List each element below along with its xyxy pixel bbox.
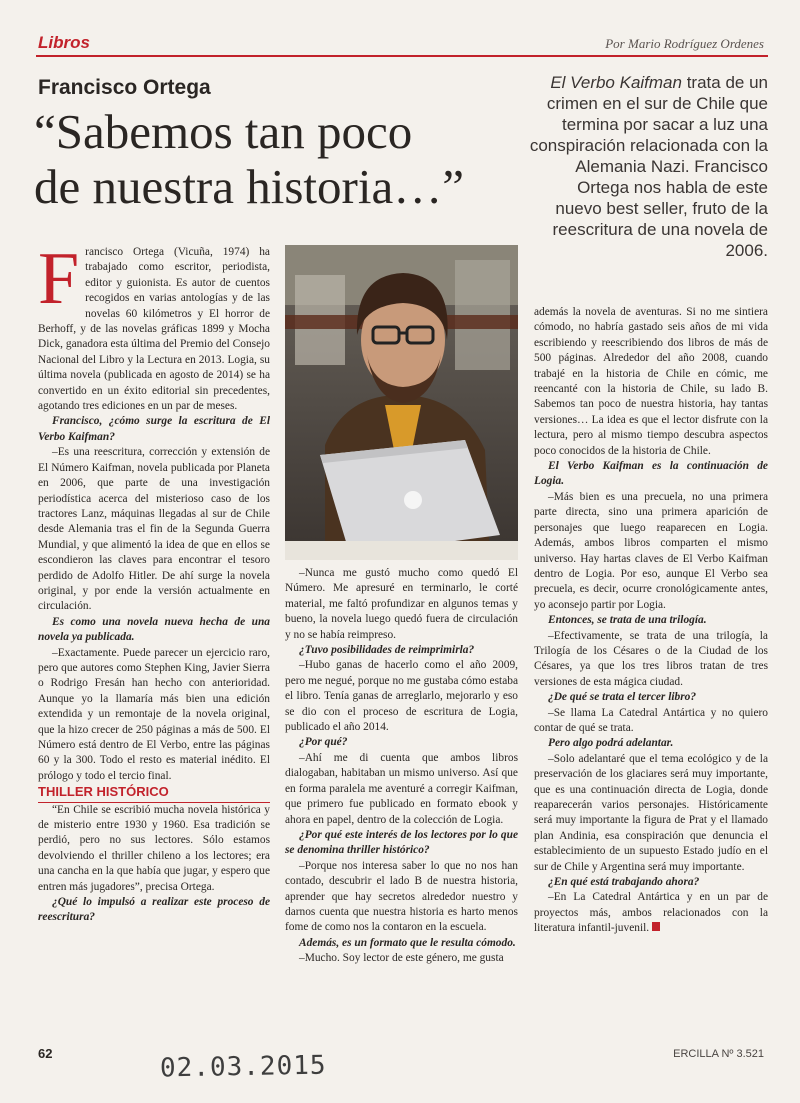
answer: –Solo adelantaré que el tema ecológico y de la preservación de los glaciares será muy importante, que es una continuación directa de Logia, donde reaparecerán varios personajes. Históricamente será muy importante la figura de Prat y el llamado plan Andinia, esa conspiración que denuncia el establecimiento de un supuesto Estado judío en el sur de Chile y Argentina será muy importante.: [534, 752, 768, 873]
answer: –Más bien es una precuela, no una primera parte directa, sino una primera aparición de personajes que luego reaparecen en Logia. Además, ambos libros comparten el mismo universo. Hay hartas claves de El Verbo Kaifman dentro de Logia. Por eso, aunque El Verbo sea precuela, es decir, ocurre cronológicamente antes, yo aconsejo partir por Logia.: [534, 490, 768, 611]
answer: además la novela de aventuras. Si no me sintiera cómodo, no habría gastado seis años de mi vida escribiendo y reescribiendo dos libros de más de 500 páginas. Alrededor del año 2008, cuando trabajé en la historia de Chile en cómic, me reencanté con la historia de Chile, su lado B. Sabemos tan poco de nuestra historia, hay tantas versiones… La idea es que el lector disfrute con la lectura, pero al mismo tiempo descubra aspectos poco conocidos de la historia de Chile.: [534, 306, 768, 457]
headline-line-2: de nuestra historia…”: [34, 159, 464, 214]
headline-line-1: “Sabemos tan poco: [34, 104, 413, 159]
question: Francisco, ¿cómo surge la escritura de El Verbo Kaifman?: [38, 415, 270, 443]
question: ¿Por qué este interés de los lectores por lo que se denomina thriller histórico?: [285, 828, 518, 857]
author-photo: [285, 245, 518, 560]
answer: [534, 890, 768, 936]
question: ¿En qué está trabajando ahora?: [548, 876, 700, 889]
intro-text: rancisco Ortega (Vicuña, 1974) ha trabajado como escritor, periodista, editor y guionista. Es autor de cuentos recogidos en varias antologías y de las novelas 60 kilómetros y El horror de Berhoff, y de las novelas gráficas 1899 y Mocha Dick, ganadora esta última del Premio del Consejo Nacional del Libro y la Lectura en 2013. Logia, su última novela (publicada en agosto de 2014) se ha convertido en un éxito editorial sin precedentes, agotando tres ediciones en un par de meses.: [38, 246, 270, 413]
answer: –Exactamente. Puede parecer un ejercicio raro, pero que autores como Stephen King, Javier Sierra o Rodrigo Fresán han hecho con anterioridad. Aunque yo la llamaría más bien una edición extendida y un remontaje de la novela original, que la hizo crecer de 250 páginas a más de 500. El Número está dentro de El Verbo, entre las páginas 60 y la 300. Todo el resto es material inédito. El prólogo y todo el tercio final.: [38, 646, 270, 782]
header-rule: [36, 55, 768, 57]
deck-text: trata de un crimen en el sur de Chile que termina por sacar a luz una conspiración relacionada con la Alemania Nazi. Francisco Ortega nos habla de este nuevo best seller, fruto de la reescritura de una novela de 2006.: [529, 73, 768, 260]
deck: [528, 72, 768, 261]
question: Entonces, se trata de una trilogía.: [548, 614, 707, 627]
byline: Por Mario Rodríguez Ordenes: [605, 36, 764, 51]
column-2: [285, 566, 518, 967]
section-label: Libros: [38, 33, 90, 52]
answer: –Ahí me di cuenta que ambos libros dialogaban, habitaban un mismo universo. Así que en forma paralela me aventuré a corregir Kaifman, que primero fue publicado en formato ebook y ahora en papel, dentro de la colección de Logia.: [285, 751, 518, 826]
author-photo-illustration: [285, 245, 518, 560]
question: ¿Por qué?: [299, 736, 348, 749]
end-mark-icon: [652, 922, 660, 931]
question: ¿De qué se trata el tercer libro?: [548, 691, 697, 704]
answer-text: –En La Catedral Antártica y en un par de proyectos más, ambos relacionados con la literatura infantil-juvenil.: [534, 891, 768, 935]
answer: –Es una reescritura, corrección y extensión de El Número Kaifman, novela publicada por Planeta en 2006, que parte de una investigación periodística acerca del misterioso caso de los tractores Lanz, máquinas llegadas al sur de Chile desde Alemania tras el fin de la Segunda Guerra Mundial, y que alimentó la idea de que en ellos se escondieron las claves para encontrar el tesoro perdido de Adolfo Hitler. De ahí surge la novela original, y por ende la versión actualmente en circulación.: [38, 446, 270, 613]
question: ¿Qué lo impulsó a realizar este proceso de reescritura?: [38, 896, 270, 924]
drop-cap: F: [38, 238, 80, 320]
question: Es como una novela nueva hecha de una novela ya publicada.: [38, 615, 270, 644]
answer: –Se llama La Catedral Antártica y no quiero contar de qué se trata.: [534, 706, 768, 734]
answer: –Nunca me gustó mucho como quedó El Número. Me apresuré en terminarlo, le corté material, me faltó profundizar en algunos temas y bueno, la novela luego quedó fuera de circulación y no se había reimpreso.: [285, 567, 518, 641]
subheading: THILLER HISTÓRICO: [38, 784, 270, 802]
kicker: Francisco Ortega: [38, 76, 211, 99]
column-1: [38, 238, 270, 926]
answer: –Hubo ganas de hacerlo como el año 2009, pero me negué, porque no me gustaba cómo estaba el libro. Tenía ganas de arreglarlo, mejorarlo y eso se dio con el proceso de escritura de Logia, publicado el año 2014.: [285, 659, 518, 734]
issue-number: ERCILLA Nº 3.521: [673, 1048, 764, 1060]
answer: “En Chile se escribió mucha novela histórica y de misterio entre 1930 y 1960. Esa tradición se perdió, pero no sus lectores. Sólo estamos devolviendo el thriller chileno a los lectores; era una cancha en la que había que jugar, y espero que entren más jugadores”, precisa Ortega.: [38, 803, 270, 893]
column-3: [534, 305, 768, 937]
page-number: 62: [38, 1046, 53, 1061]
intro-paragraph: [38, 238, 270, 414]
answer: –Efectivamente, se trata de una trilogía, la Trilogía de los Césares o de la Ciudad de los Césares, ya que los tres libros tratan de tres versiones de esta mágica ciudad.: [534, 629, 768, 688]
answer: –Mucho. Soy lector de este género, me gusta: [299, 952, 504, 965]
deck-book-title: El Verbo Kaifman: [550, 73, 682, 92]
question: El Verbo Kaifman es la continuación de Logia.: [534, 460, 768, 488]
question: ¿Tuvo posibilidades de reimprimirla?: [299, 644, 475, 657]
headline: [34, 104, 554, 214]
date-stamp: 02.03.2015: [159, 1050, 327, 1084]
question: Además, es un formato que le resulta cómodo.: [299, 936, 516, 949]
answer: –Porque nos interesa saber lo que no nos han contado, descubrir el lado B de nuestra historia, aprender que hay secretos alrededor nuestro y darnos cuenta que nuestra historia es harto menos fome de como nos la contaron en la escuela.: [285, 859, 518, 934]
question: Pero algo podrá adelantar.: [548, 737, 674, 750]
